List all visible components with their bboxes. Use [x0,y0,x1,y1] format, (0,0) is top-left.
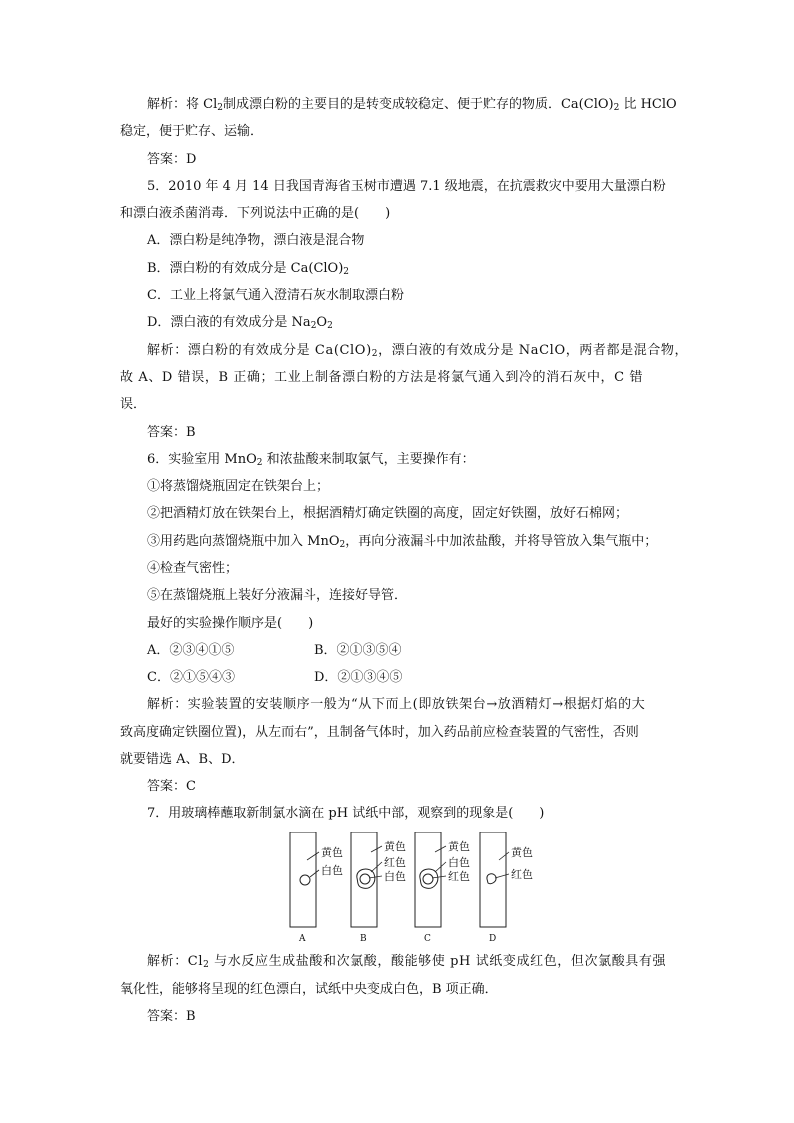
strip-c-label-yellow: 黄色 [448,840,470,853]
q6-option-a: A．②③④①⑤ [147,643,235,658]
q6-analysis-line-3: 就要错选 A、B、D． [120,752,245,767]
strip-a-letter: A [299,934,306,944]
ph-strip-a [290,832,343,944]
q6-option-c: C．②①⑤④③ [147,670,235,685]
q6-step-5: ⑤在蒸馏烧瓶上装好分液漏斗，连接好导管． [147,588,408,603]
q5-option-b: B．漂白粉的有效成分是 $Ca(ClO)_2$ [147,261,350,277]
strip-b-label-red: 红色 [384,856,406,869]
q6-step-2: ②把酒精灯放在铁架台上，根据酒精灯确定铁圈的高度，固定好铁圈，放好石棉网； [147,506,629,521]
q5-answer: 答案：B [147,425,196,440]
strip-d-label-yellow: 黄色 [511,846,533,859]
q5-analysis-line-3: 误． [120,397,147,412]
strip-b-center [360,874,370,884]
q5-stem-line-2: 和漂白液杀菌消毒．下列说法中正确的是( ) [120,206,391,221]
q7-stem: 7．用玻璃棒蘸取新制氯水滴在 pH 试纸中部，观察到的现象是( ) [147,806,545,821]
q6-answer: 答案：C [147,779,196,794]
q6-analysis-line-2: 致高度确定铁圈位置)，从左而右”，且制备气体时，加入药品前应检查装置的气密性，否则 [120,725,639,740]
q4-answer: 答案：D [147,152,197,167]
strip-d-letter: D [489,934,497,944]
strip-b-label-yellow: 黄色 [384,840,406,853]
q6-question: 最好的实验操作顺序是( ) [147,616,314,631]
strip-b-label-white: 白色 [384,870,406,883]
q5-option-d: D．漂白液的有效成分是 $Na_2O_2$ [147,315,333,331]
q7-answer: 答案：B [147,1009,196,1024]
q6-step-4: ④检查气密性； [147,561,239,576]
q6-analysis-line-1: 解析：实验装置的安装顺序一般为“从下而上(即放铁架台→放酒精灯→根据灯焰的大 [147,697,646,712]
strip-a-label-white: 白色 [321,864,343,877]
q6-step-1: ①将蒸馏烧瓶固定在铁架台上； [147,479,330,494]
strip-d-spot [487,874,496,884]
q4-analysis-line-2: 稳定，便于贮存、运输． [120,124,264,139]
ph-strip-c [415,832,470,944]
ph-strip-b [351,832,406,944]
q5-analysis-line-1: 解析：漂白粉的有效成分是 $Ca(ClO)_2$，漂白液的有效成分是 NaClO，两者都是混合物， [147,343,689,359]
strip-a-spot [300,875,310,885]
strip-c-label-white: 白色 [448,856,470,869]
strip-a-label-yellow: 黄色 [321,846,343,859]
strip-b-letter: B [360,934,367,944]
q6-step-3: ③用药匙向蒸馏烧瓶中加入 MnO$_2$，再向分液漏斗中加浓盐酸，并将导管放入集气瓶中； [147,534,658,550]
q7-analysis-line-1: 解析：$Cl_2$ 与水反应生成盐酸和次氯酸，酸能够使 pH 试纸变成红色，但次氯酸具有强 [147,954,667,970]
strip-c-center [423,874,433,884]
strip-c-label-red: 红色 [448,870,470,883]
q5-stem-line-1: 5．2010 年 4 月 14 日我国青海省玉树市遭遇 7.1 级地震，在抗震救灾中要用大量漂白粉 [147,179,666,194]
q4-analysis-line-1: 解析：将 $Cl_2$制成漂白粉的主要目的是转变成较稳定、便于贮存的物质．$Ca(ClO)_2$ 比 HClO [147,97,677,113]
q5-option-a: A．漂白粉是纯净物，漂白液是混合物 [147,233,365,248]
q5-option-c: C．工业上将氯气通入澄清石灰水制取漂白粉 [147,288,404,303]
strip-d-label-red: 红色 [511,868,533,881]
q6-stem: 6．实验室用 MnO$_2$ 和浓盐酸来制取氯气，主要操作有： [147,452,475,468]
q5-analysis-line-2: 故 A、D 错误，B 正确；工业上制备漂白粉的方法是将氯气通入到冷的消石灰中，C 错 [120,370,644,385]
ph-paper-figure [285,832,545,947]
q7-analysis-line-2: 氧化性，能够将呈现的红色漂白，试纸中央变成白色，B 项正确． [120,982,498,997]
strip-c-letter: C [424,934,431,944]
ph-strip-d [480,832,533,944]
q6-option-d: D．②①③④⑤ [314,670,403,685]
q6-option-b: B．②①③⑤④ [314,643,402,658]
